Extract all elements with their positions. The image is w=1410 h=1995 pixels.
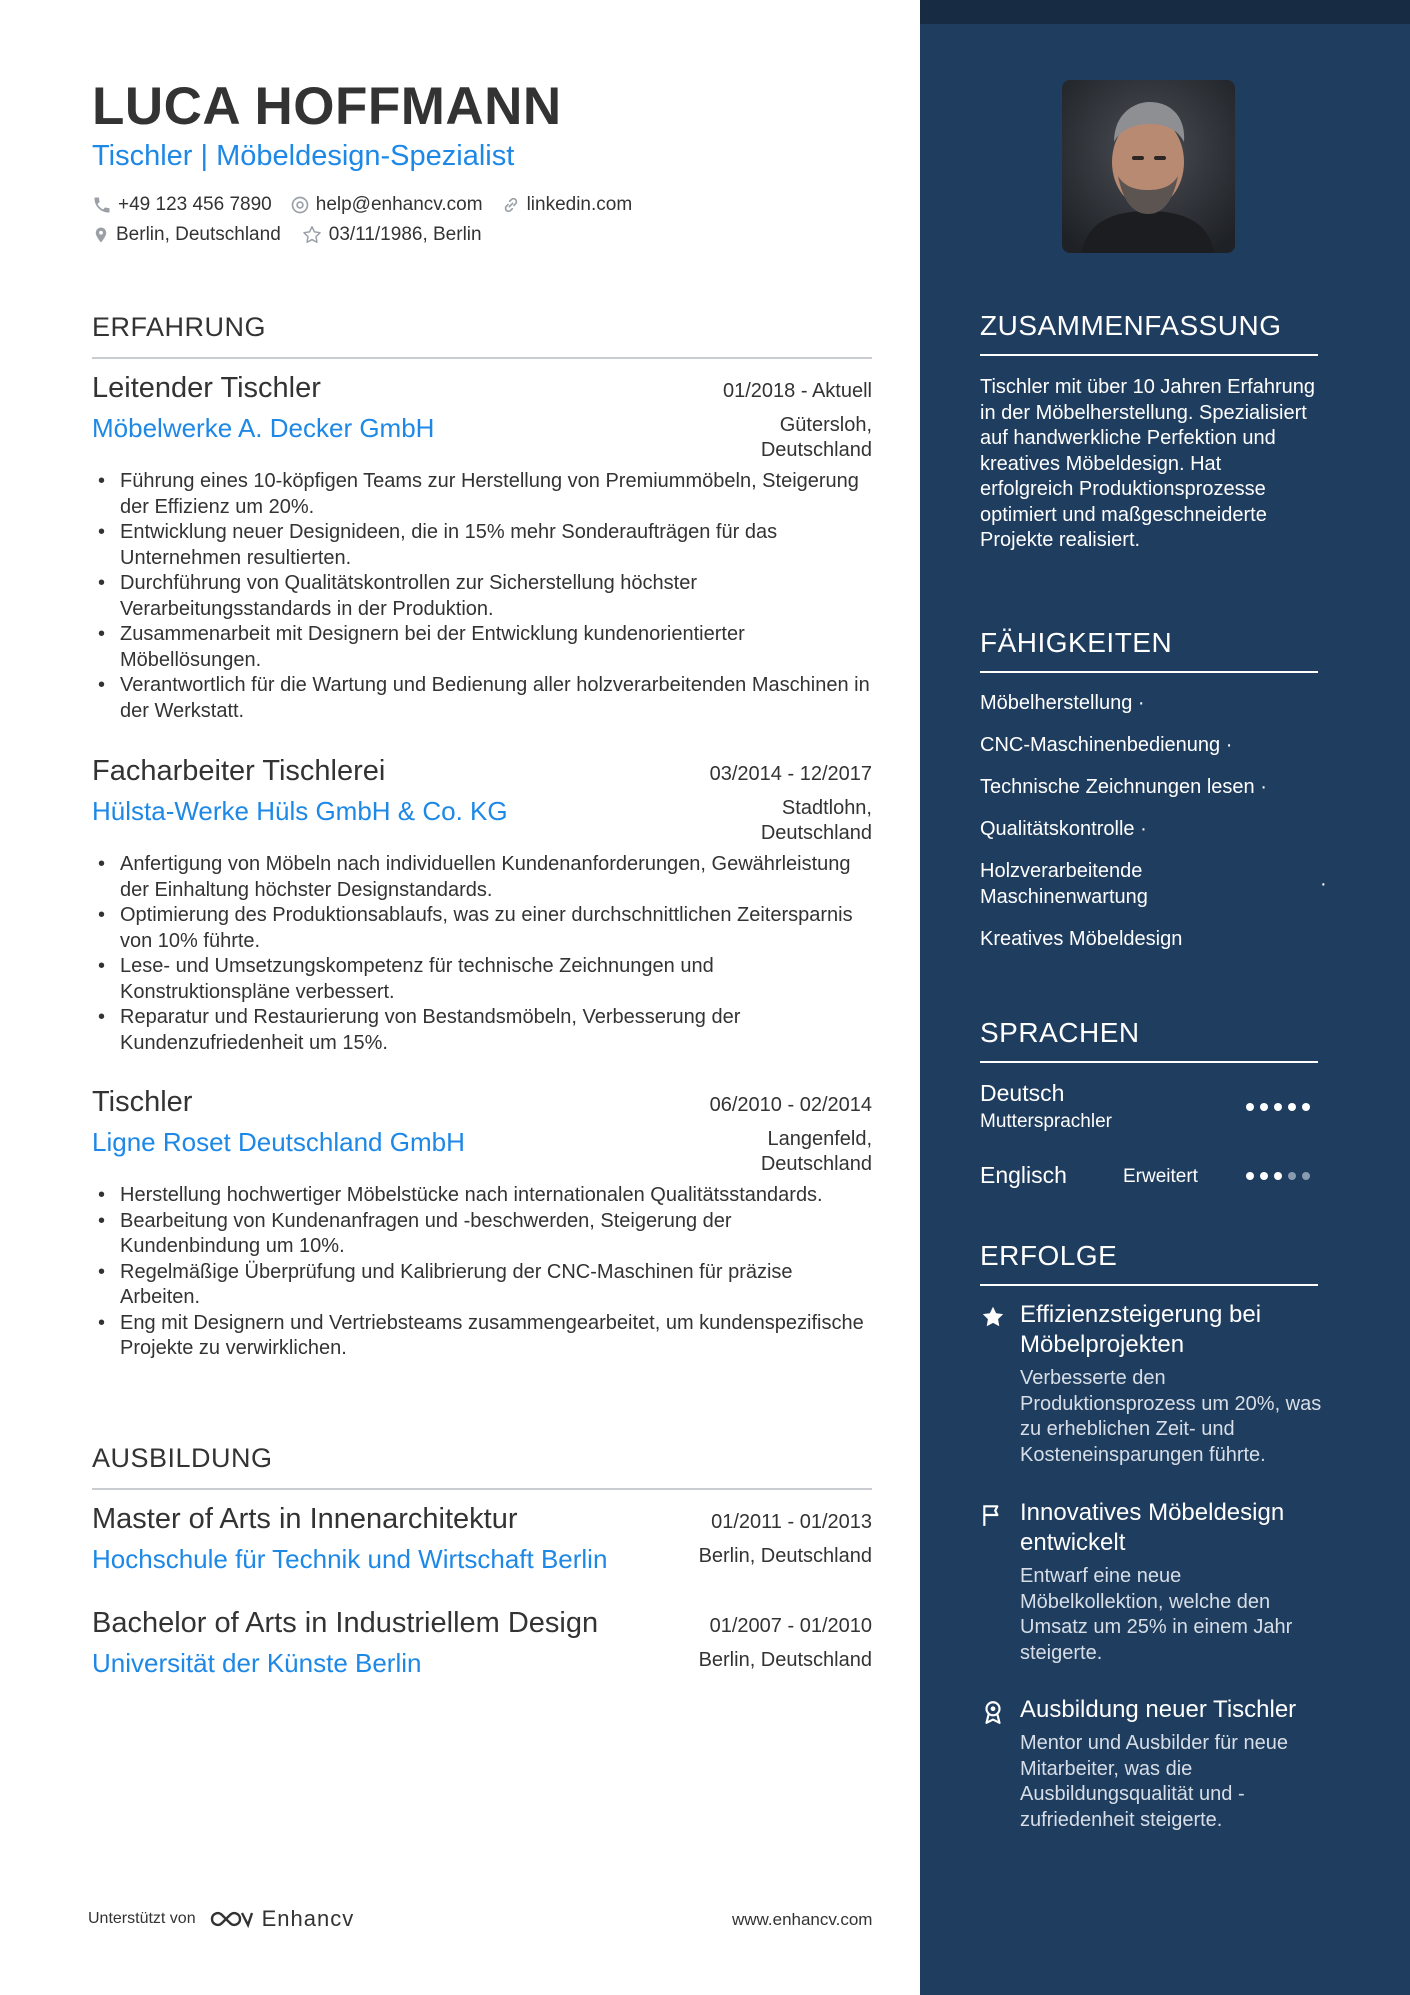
edu-date: 01/2007 - 01/2010 [709, 1615, 872, 1637]
contact-phone [92, 194, 272, 216]
rating-dot [1246, 1103, 1254, 1111]
star-icon [980, 1304, 1006, 1330]
job-date: 01/2018 - Aktuell [723, 380, 872, 402]
contact-birth [301, 224, 482, 246]
skill-item [980, 927, 1325, 953]
achievement-desc: Verbesserte den Produktionsprozess um 20%, was zu erheblichen Zeit- und Kosteneinsparungen führte. [1020, 1367, 1322, 1466]
bullet: • Führung eines 10-köpfigen Teams zur Herstellung von Premiummöbeln, Steigerung der Effizienz um 20%. [92, 469, 872, 520]
bullet: • Eng mit Designern und Vertriebsteams zusammengearbeitet, um kundenspezifische Projekte zu verwirklichen. [92, 1311, 872, 1362]
at-icon [290, 195, 310, 215]
sidebar-top-band [920, 0, 1410, 24]
experience-heading: ERFAHRUNG [92, 312, 872, 359]
skill-label: Technische Zeichnungen lesen [980, 776, 1255, 798]
award-icon [980, 1699, 1006, 1725]
edu-location: Berlin, Deutschland [698, 1545, 872, 1567]
job-bullets [92, 469, 872, 724]
linkedin-text[interactable]: linkedin.com [526, 194, 633, 215]
skill-item [980, 859, 1200, 910]
job-location [761, 1127, 872, 1177]
degree: Bachelor of Arts in Industriellem Design [92, 1607, 599, 1639]
skill-separator: · [1320, 873, 1327, 895]
skill-label: Kreatives Möbeldesign [980, 928, 1183, 950]
rating-dot [1274, 1172, 1282, 1180]
job-location-line1: Gütersloh, [779, 414, 872, 436]
job-company: Möbelwerke A. Decker GmbH [92, 413, 435, 443]
contact-email[interactable] [290, 194, 483, 216]
profile-photo [1062, 80, 1235, 253]
skill-label: Holzverarbeitende Maschinenwartung [980, 860, 1148, 908]
skill-label: Qualitätskontrolle [980, 818, 1135, 840]
job-1 [92, 372, 872, 724]
skill-item: Qualitätskontrolle · [980, 818, 1147, 840]
edu-location: Berlin, Deutschland [698, 1649, 872, 1671]
rating-dot [1302, 1103, 1310, 1111]
skills-heading: FÄHIGKEITEN [980, 627, 1318, 673]
contact-location [92, 224, 281, 246]
job-title: Facharbeiter Tischlerei [92, 755, 386, 787]
achievement-title: Effizienzsteigerung bei Möbelprojekten [1020, 1301, 1262, 1358]
rating-dot [1260, 1172, 1268, 1180]
edu-date: 01/2011 - 01/2013 [711, 1511, 872, 1533]
link-icon [501, 195, 521, 215]
star-outline-icon [301, 224, 323, 246]
language-rating [1240, 1103, 1310, 1111]
contact-row-1 [92, 194, 650, 216]
birth-text: 03/11/1986, Berlin [328, 224, 482, 245]
achievement-title: Ausbildung neuer Tischler [1020, 1696, 1297, 1723]
job-location-line2: Deutschland [760, 439, 872, 461]
skill-item: Technische Zeichnungen lesen · [980, 776, 1267, 798]
email-text[interactable]: help@enhancv.com [315, 194, 483, 215]
language-level: Erweitert [1123, 1166, 1198, 1187]
language-rating [1240, 1172, 1310, 1180]
bullet: • Bearbeitung von Kundenanfragen und -beschwerden, Steigerung der Kundenbindung um 10%. [92, 1209, 872, 1260]
education-item-2 [92, 1607, 872, 1679]
school: Hochschule für Technik und Wirtschaft Berlin [92, 1544, 608, 1574]
rating-dot-empty [1288, 1172, 1296, 1180]
flag-icon [980, 1502, 1006, 1528]
achievement-item [980, 1695, 1325, 1833]
bullet: • Lese- und Umsetzungskompetenz für technische Zeichnungen und Konstruktionspläne verbessert. [92, 954, 872, 1005]
rating-dot [1274, 1103, 1282, 1111]
bullet: • Durchführung von Qualitätskontrollen zur Sicherstellung höchster Verarbeitungsstandards in der Produktion. [92, 571, 872, 622]
language-level: Muttersprachler [980, 1111, 1112, 1132]
rating-dot [1288, 1103, 1296, 1111]
rating-dot [1246, 1172, 1254, 1180]
phone-text: +49 123 456 7890 [118, 194, 272, 215]
skill-item: Möbelherstellung · [980, 692, 1145, 714]
bullet: • Regelmäßige Überprüfung und Kalibrierung der CNC-Maschinen für präzise Arbeiten. [92, 1260, 872, 1311]
contact-row-2 [92, 224, 500, 246]
location-text: Berlin, Deutschland [116, 224, 281, 245]
job-title: Leitender Tischler [92, 372, 321, 404]
bullet: • Zusammenarbeit mit Designern bei der Entwicklung kundenorientierter Möbellösungen. [92, 622, 872, 673]
achievement-item [980, 1498, 1325, 1666]
language-name: Deutsch [980, 1080, 1065, 1106]
job-2 [92, 755, 872, 1056]
summary-text: Tischler mit über 10 Jahren Erfahrung in der Möbelherstellung. Spezialisiert auf handwerkliche Perfektion und kreatives Möbeldesign. Hat erfolgreich Produktionsprozesse optimiert und maßgeschneiderte Projekte realisiert. [980, 376, 1315, 551]
job-title: Tischler [92, 1086, 193, 1118]
job-location-line2: Deutschland [760, 822, 872, 844]
job-location-line2: Deutschland [760, 1153, 872, 1175]
contact-linkedin[interactable] [501, 194, 633, 216]
skill-label: Möbelherstellung [980, 692, 1133, 714]
job-date: 06/2010 - 02/2014 [709, 1094, 872, 1116]
bullet: • Verantwortlich für die Wartung und Bedienung aller holzverarbeitenden Maschinen in der Werkstatt. [92, 673, 872, 724]
achievement-desc: Entwarf eine neue Möbelkollektion, welche den Umsatz um 25% in einem Jahr steigerte. [1020, 1565, 1293, 1664]
bullet: • Anfertigung von Möbeln nach individuellen Kundenanforderungen, Gewährleistung der Einhaltung höchster Designstandards. [92, 852, 872, 903]
job-company: Ligne Roset Deutschland GmbH [92, 1127, 465, 1157]
languages-heading: SPRACHEN [980, 1017, 1318, 1063]
skill-item: CNC-Maschinenbedienung · [980, 734, 1233, 756]
degree: Master of Arts in Innenarchitektur [92, 1503, 518, 1535]
bullet: • Optimierung des Produktionsablaufs, was zu einer durchschnittlichen Zeitersparnis von 10% führte. [92, 903, 872, 954]
achievements-heading: ERFOLGE [980, 1240, 1318, 1286]
powered-by-text: Unterstützt von [88, 1910, 196, 1927]
job-company: Hülsta-Werke Hüls GmbH & Co. KG [92, 796, 508, 826]
bullet: • Herstellung hochwertiger Möbelstücke nach internationalen Qualitätsstandards. [92, 1183, 872, 1209]
job-bullets [92, 1183, 872, 1362]
brand-text: Enhancv [261, 1906, 355, 1931]
summary-heading: ZUSAMMENFASSUNG [980, 310, 1318, 356]
footer-powered [88, 1906, 354, 1932]
language-name: Englisch [980, 1162, 1067, 1188]
candidate-title: Tischler | Möbeldesign-Spezialist [92, 140, 515, 172]
skill-label: CNC-Maschinenbedienung [980, 734, 1221, 756]
job-location-line1: Langenfeld, [767, 1128, 872, 1150]
education-item-1 [92, 1503, 872, 1575]
job-date: 03/2014 - 12/2017 [709, 763, 872, 785]
bullet: • Reparatur und Restaurierung von Bestandsmöbeln, Verbesserung der Kundenzufriedenheit um 15%. [92, 1005, 872, 1056]
location-pin-icon [92, 225, 110, 245]
achievement-desc: Mentor und Ausbilder für neue Mitarbeiter, was die Ausbildungsqualität und -zufriedenheit steigerte. [1020, 1732, 1288, 1831]
candidate-name: LUCA HOFFMANN [92, 77, 562, 136]
job-bullets [92, 852, 872, 1056]
achievement-item [980, 1300, 1325, 1468]
education-heading: AUSBILDUNG [92, 1443, 872, 1490]
footer-url[interactable]: www.enhancv.com [732, 1910, 873, 1929]
achievement-title: Innovatives Möbeldesign entwickelt [1020, 1499, 1285, 1556]
bullet: • Entwicklung neuer Designideen, die in 15% mehr Sonderaufträgen für das Unternehmen resultierten. [92, 520, 872, 571]
job-location-line1: Stadtlohn, [781, 797, 872, 819]
rating-dot [1260, 1103, 1268, 1111]
rating-dot-empty [1302, 1172, 1310, 1180]
school: Universität der Künste Berlin [92, 1648, 422, 1678]
job-3 [92, 1086, 872, 1362]
phone-icon [92, 195, 112, 215]
enhancv-logo-icon [208, 1907, 254, 1931]
job-location [761, 796, 872, 846]
job-location [761, 413, 872, 463]
